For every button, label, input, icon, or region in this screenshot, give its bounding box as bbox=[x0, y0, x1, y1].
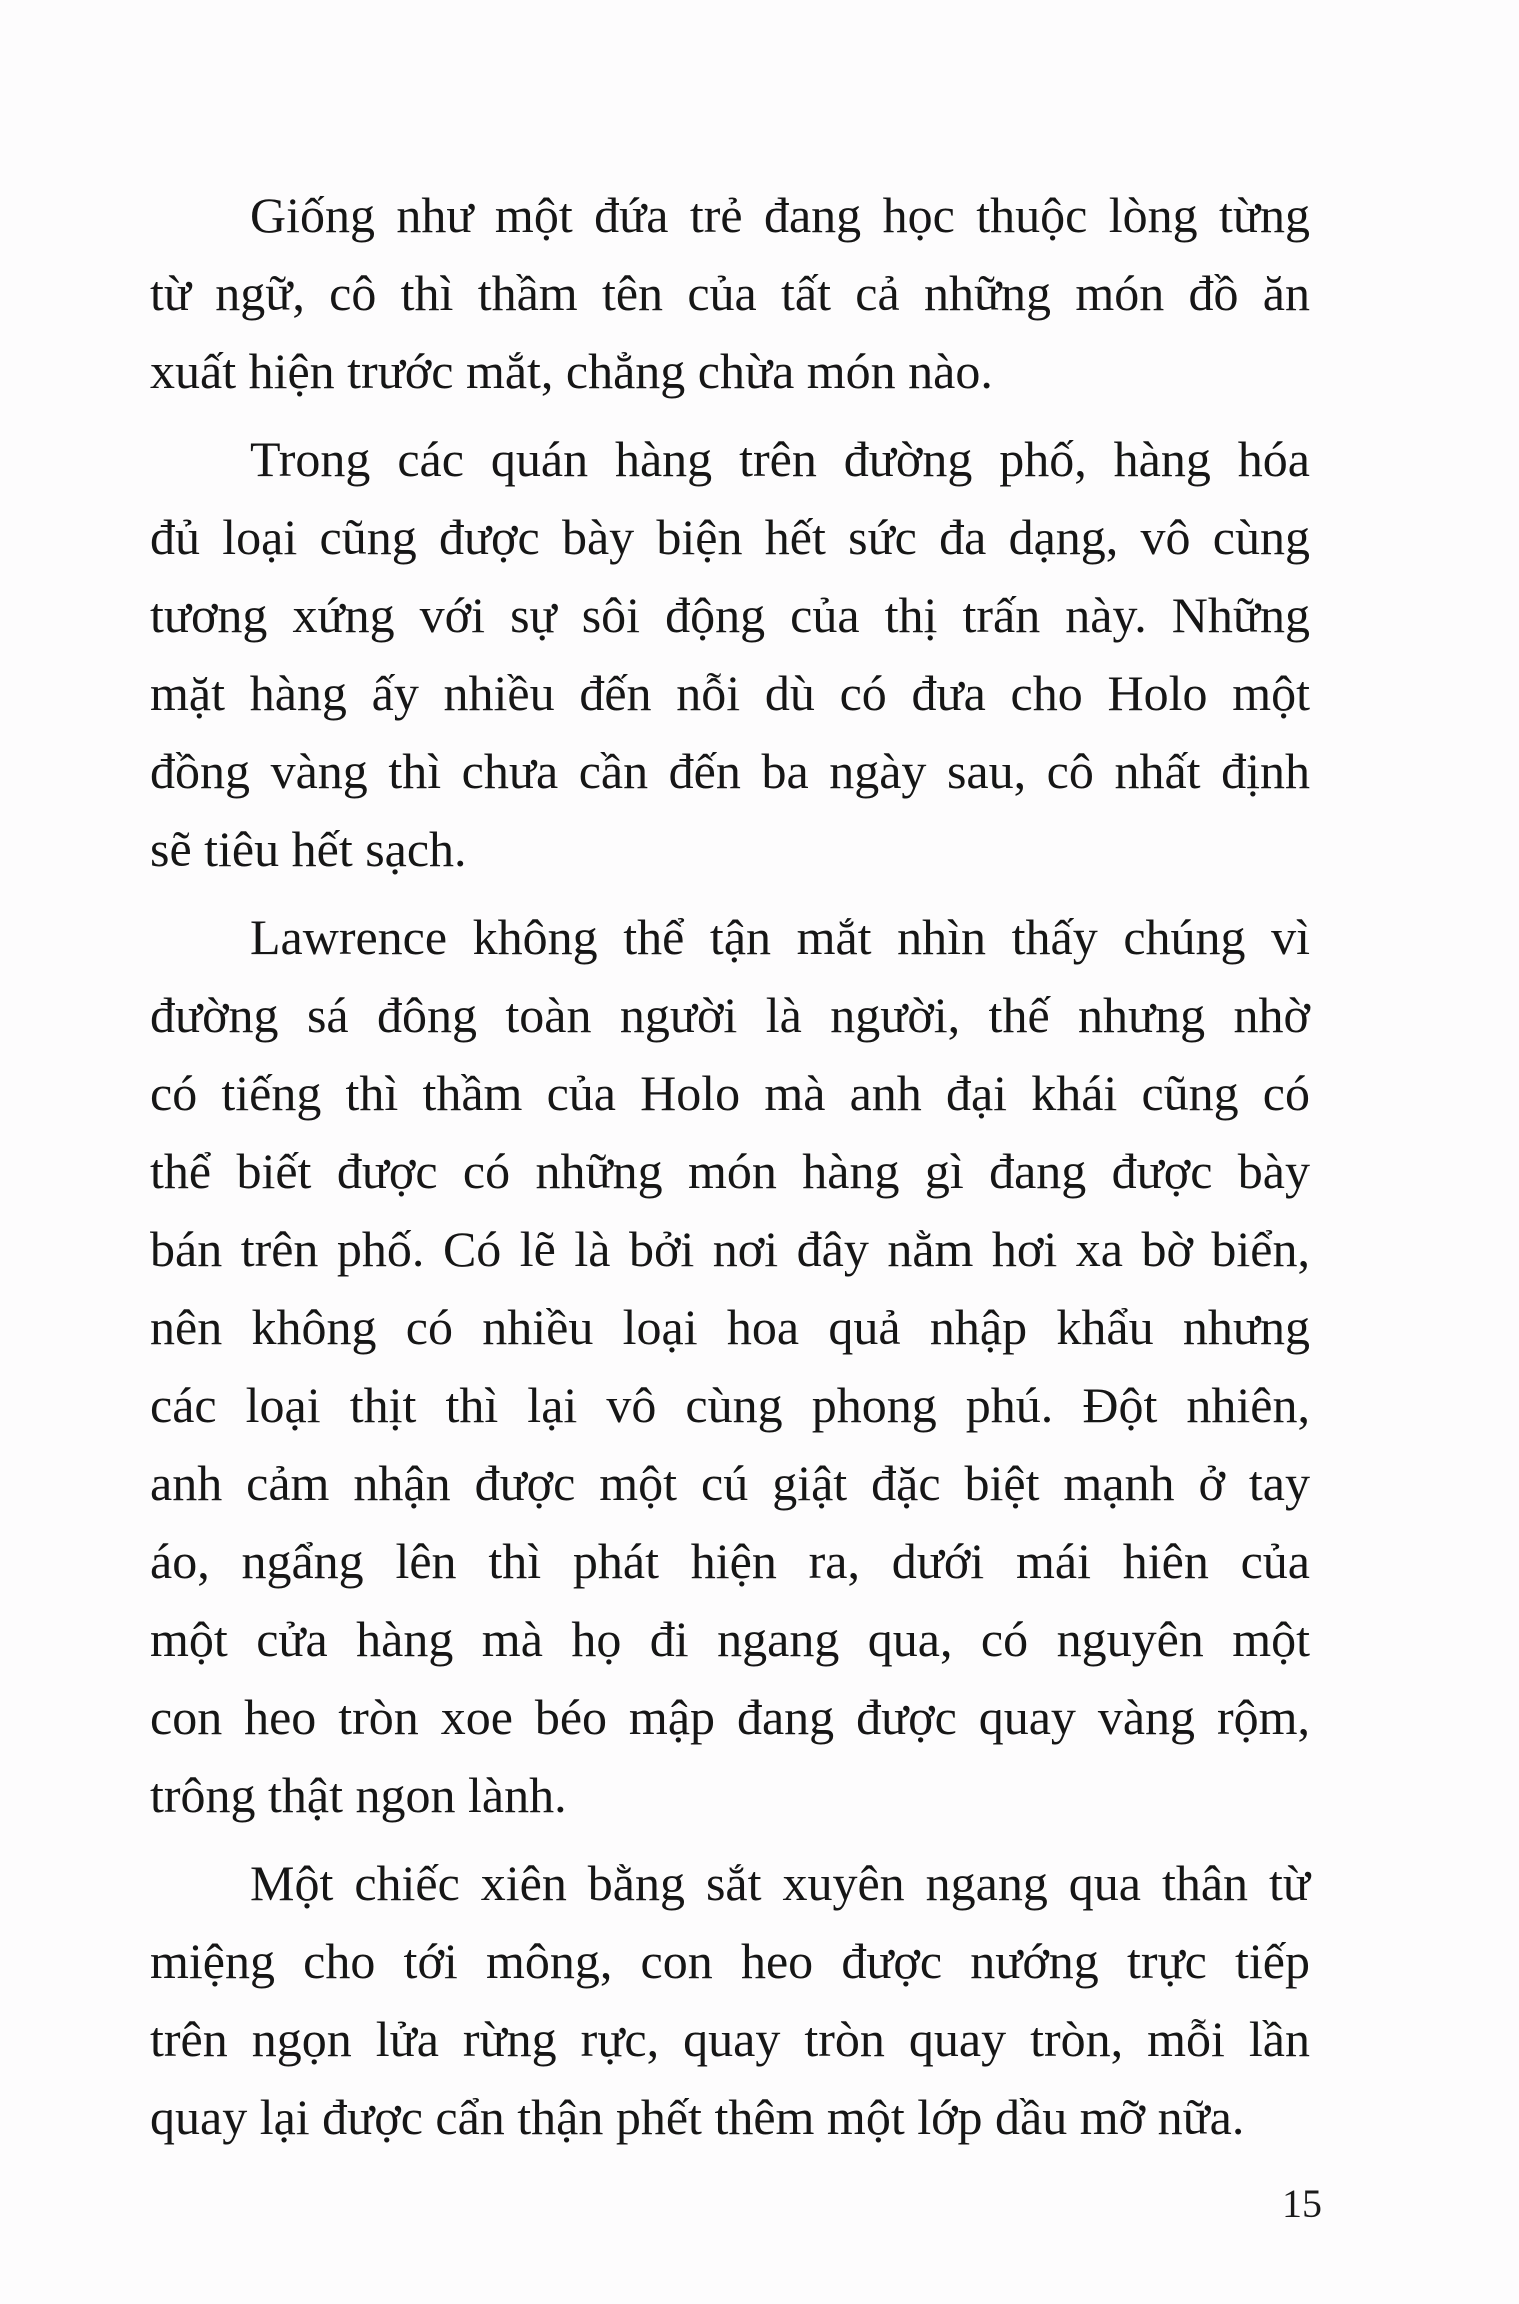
text-line: bán trên phố. Có lẽ là bởi nơi đây nằm hơi xa bờ biển, bbox=[150, 1221, 1310, 1277]
text-line: đồng vàng thì chưa cần đến ba ngày sau, cô nhất định bbox=[150, 743, 1310, 799]
text-line: nên không có nhiều loại hoa quả nhập khẩu nhưng bbox=[150, 1299, 1310, 1355]
page-body-text bbox=[150, 176, 1310, 2166]
text-line: xuất hiện trước mắt, chẳng chừa món nào. bbox=[150, 343, 993, 399]
paragraph bbox=[150, 1844, 1310, 2156]
text-line: anh cảm nhận được một cú giật đặc biệt mạnh ở tay bbox=[150, 1455, 1310, 1511]
paragraph bbox=[150, 176, 1310, 410]
text-line: Lawrence không thể tận mắt nhìn thấy chúng vì bbox=[250, 909, 1310, 965]
paragraph bbox=[150, 898, 1310, 1834]
text-line: trông thật ngon lành. bbox=[150, 1767, 567, 1823]
text-line: có tiếng thì thầm của Holo mà anh đại khái cũng có bbox=[150, 1065, 1310, 1121]
text-line: đường sá đông toàn người là người, thế nhưng nhờ bbox=[150, 987, 1310, 1043]
text-line: Giống như một đứa trẻ đang học thuộc lòng từng bbox=[250, 187, 1310, 243]
text-line: đủ loại cũng được bày biện hết sức đa dạng, vô cùng bbox=[150, 509, 1310, 565]
text-line: các loại thịt thì lại vô cùng phong phú. Đột nhiên, bbox=[150, 1377, 1310, 1433]
text-line: miệng cho tới mông, con heo được nướng trực tiếp bbox=[150, 1933, 1310, 1989]
page-number: 15 bbox=[1282, 2181, 1322, 2226]
text-line: mặt hàng ấy nhiều đến nỗi dù có đưa cho Holo một bbox=[150, 665, 1310, 721]
text-line: trên ngọn lửa rừng rực, quay tròn quay tròn, mỗi lần bbox=[150, 2011, 1310, 2067]
text-line: quay lại được cẩn thận phết thêm một lớp dầu mỡ nữa. bbox=[150, 2089, 1245, 2145]
text-line: con heo tròn xoe béo mập đang được quay vàng rộm, bbox=[150, 1689, 1310, 1745]
text-line: Trong các quán hàng trên đường phố, hàng hóa bbox=[250, 431, 1310, 487]
paragraph bbox=[150, 420, 1310, 888]
text-line: từ ngữ, cô thì thầm tên của tất cả những món đồ ăn bbox=[150, 265, 1310, 321]
text-line: Một chiếc xiên bằng sắt xuyên ngang qua thân từ bbox=[250, 1855, 1310, 1911]
text-line: một cửa hàng mà họ đi ngang qua, có nguyên một bbox=[150, 1611, 1310, 1667]
text-line: tương xứng với sự sôi động của thị trấn này. Những bbox=[150, 587, 1310, 643]
text-line: áo, ngẩng lên thì phát hiện ra, dưới mái hiên của bbox=[150, 1533, 1310, 1589]
text-line: thể biết được có những món hàng gì đang được bày bbox=[150, 1143, 1310, 1199]
text-line: sẽ tiêu hết sạch. bbox=[150, 821, 467, 877]
